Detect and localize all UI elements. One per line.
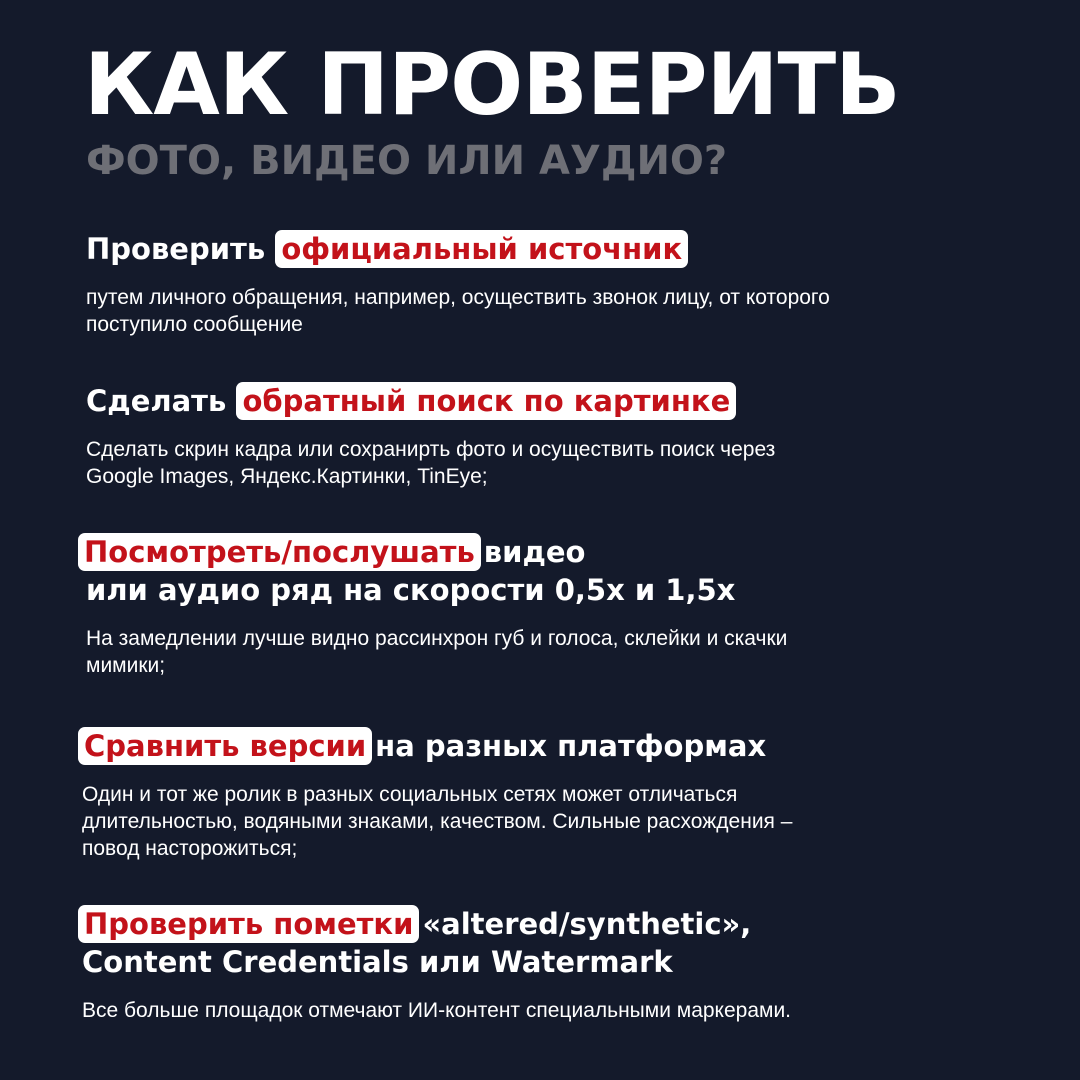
tip-heading — [78, 905, 978, 943]
page-subtitle: ФОТО, ВИДЕО ИЛИ АУДИО? — [86, 138, 728, 184]
tip-heading — [86, 382, 986, 420]
tip-heading-text: Сделать — [86, 384, 227, 418]
tip-heading — [78, 727, 978, 765]
tip-description: На замедлении лучше видно рассинхрон губ и голоса, склейки и скачки мимики; — [86, 627, 788, 677]
tip-heading-text: на разных платформах — [375, 729, 767, 763]
tip-heading — [86, 230, 986, 268]
tip-heading — [78, 533, 978, 571]
tip-playback-speed — [78, 533, 978, 679]
tip-compare-versions — [78, 727, 978, 862]
tip-description: Все больше площадок отмечают ИИ-контент специальными маркерами. — [82, 999, 792, 1022]
tip-highlight: обратный поиск по картинке — [236, 382, 736, 420]
tip-highlight: Проверить пометки — [78, 905, 419, 943]
tip-heading-line2: или аудио ряд на скорости 0,5х и 1,5х — [86, 573, 736, 607]
tip-reverse-image-search — [86, 382, 986, 490]
tip-heading-text: видео — [483, 535, 586, 569]
tip-description: путем личного обращения, например, осуществить звонок лицу, от которого поступило сообщение — [86, 286, 830, 336]
page-title: КАК ПРОВЕРИТЬ — [84, 35, 900, 135]
tip-highlight: Посмотреть/послушать — [78, 533, 481, 571]
tip-description: Один и тот же ролик в разных социальных сетях может отличаться длительностью, водяными знаками, качеством. Сильные расхождения – повод насторожиться; — [82, 783, 793, 860]
tip-highlight: официальный источник — [275, 230, 688, 268]
tip-description: Сделать скрин кадра или сохранирть фото и осуществить поиск через Google Images, Яндекс.Картинки, TinEye; — [86, 438, 776, 488]
tip-heading-line2: Content Credentials или Watermark — [82, 945, 673, 979]
tip-check-labels — [78, 905, 978, 1024]
tip-official-source — [86, 230, 986, 338]
tip-heading-text: «altered/synthetic», — [422, 907, 752, 941]
tip-highlight: Сравнить версии — [78, 727, 372, 765]
tip-heading-text: Проверить — [86, 232, 266, 266]
